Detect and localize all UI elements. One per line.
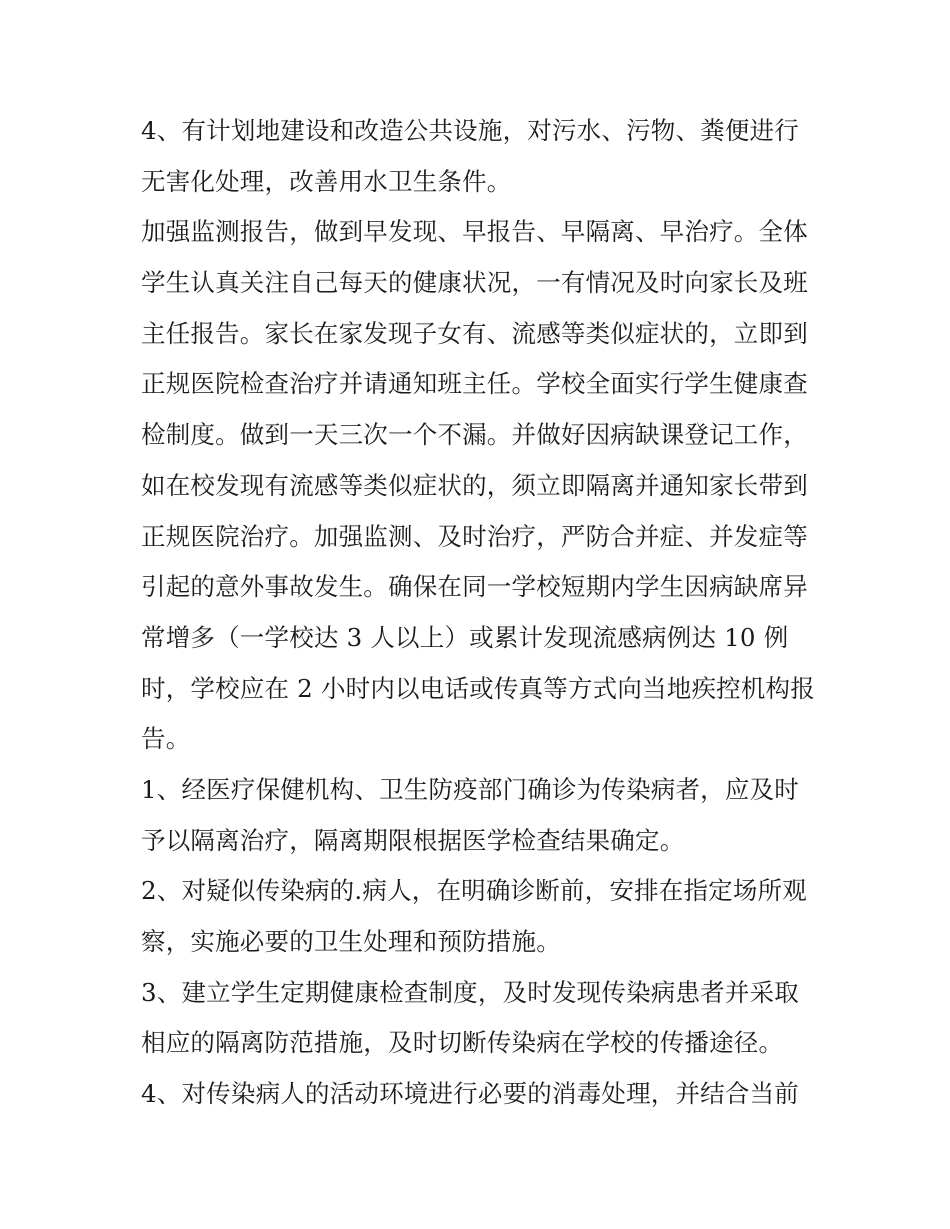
- text-line: 加强监测报告，做到早发现、早报告、早隔离、早治疗。全体: [141, 217, 808, 247]
- text-line: 察，实施必要的卫生处理和预防措施。: [141, 927, 561, 956]
- text-line: 3、建立学生定期健康检查制度，及时发现传染病患者并采取: [141, 977, 799, 1007]
- text-line: 予以隔离治疗，隔离期限根据医学检查结果确定。: [141, 825, 685, 855]
- text-line: 相应的隔离防范措施，及时切断传染病在学校的传播途径。: [141, 1028, 784, 1058]
- text-line: 4、对传染病人的活动环境进行必要的消毒处理，并结合当前: [141, 1079, 799, 1109]
- text-line: 1、经医疗保健机构、卫生防疫部门确诊为传染病者，应及时: [141, 774, 799, 804]
- text-line: 告。: [141, 724, 191, 754]
- text-line: 正规医院检查治疗并请通知班主任。学校全面实行学生健康查: [141, 369, 808, 399]
- text-line: 4、有计划地建设和改造公共设施，对污水、污物、粪便进行: [141, 116, 799, 145]
- text-line: 检制度。做到一天三次一个不漏。并做好因病缺课登记工作，: [141, 420, 808, 450]
- text-line: 无害化处理，改善用水卫生条件。: [141, 166, 512, 196]
- text-line: 常增多（一学校达 3 人以上）或累计发现流感病例达 10 例: [141, 622, 789, 652]
- text-line: 时，学校应在 2 小时内以电话或传真等方式向当地疾控机构报: [141, 673, 815, 703]
- text-line: 主任报告。家长在家发现子女有、流感等类似症状的，立即到: [141, 318, 808, 348]
- text-line: 正规医院治疗。加强监测、及时治疗，严防合并症、并发症等: [141, 521, 808, 551]
- text-line: 如在校发现有流感等类似症状的，须立即隔离并通知家长带到: [141, 470, 808, 500]
- text-line: 引起的意外事故发生。确保在同一学校短期内学生因病缺席异: [141, 572, 808, 602]
- body-text: [141, 106, 841, 1120]
- text-line: 2、对疑似传染病的.病人，在明确诊断前，安排在指定场所观: [141, 876, 807, 906]
- text-line: 学生认真关注自己每天的健康状况，一有情况及时向家长及班: [141, 268, 808, 298]
